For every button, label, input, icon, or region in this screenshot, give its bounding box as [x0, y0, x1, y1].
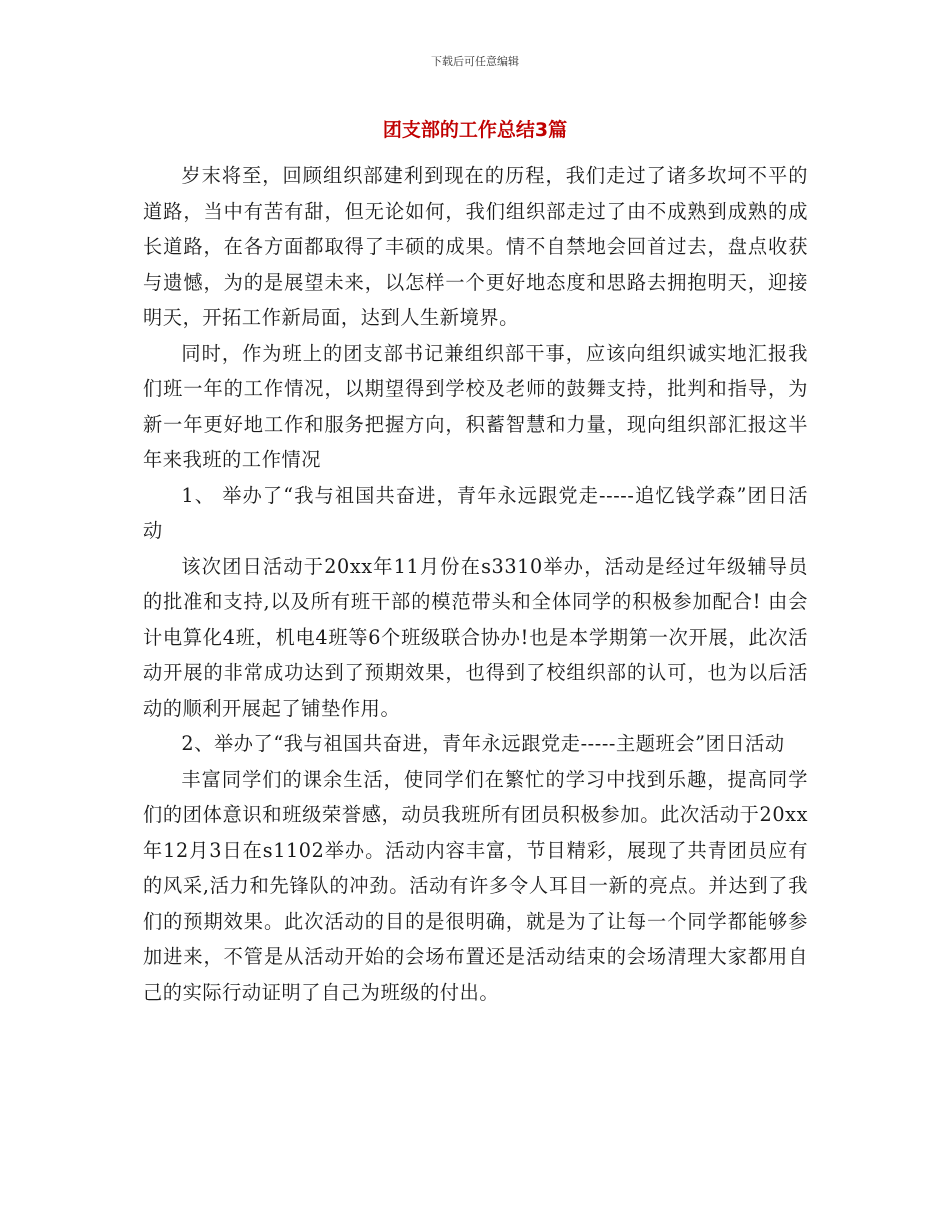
paragraph-item-2-heading: 2、举办了“我与祖国共奋进，青年永远跟党走-----主题班会”团日活动	[181, 732, 785, 755]
document-title: 团支部的工作总结3篇	[382, 119, 568, 141]
paragraph-item-1-detail: 该次团日活动于20xx年11月份在s3310举办，活动是经过年级辅导员的批准和支持,以及所有班干部的模范带头和全体同学的积极参加配合! 由会计电算化4班，机电4班等6个班级联合协办!也是本学期第一次开展，此次活动开展的非常成功达到了预期效果，也得到了校组织部的认可，也为以后活动的顺利开展起了铺垫作用。	[143, 554, 808, 720]
paragraph-item-2-detail: 丰富同学们的课余生活，使同学们在繁忙的学习中找到乐趣，提高同学们的团体意识和班级荣誉感，动员我班所有团员积极参加。此次活动于20xx年12月3日在s1102举办。活动内容丰富，节目精彩，展现了共青团员应有的风采,活力和先锋队的冲劲。活动有许多令人耳目一新的亮点。并达到了我们的预期效果。此次活动的目的是很明确，就是为了让每一个同学都能够参加进来，不管是从活动开始的会场布置还是活动结束的会场清理大家都用自己的实际行动证明了自己为班级的付出。	[143, 767, 808, 1004]
header-note: 下载后可任意编辑	[431, 55, 519, 68]
paragraph-item-1-heading: 1、 举办了“我与祖国共奋进，青年永远跟党走-----追忆钱学森”团日活动	[143, 483, 808, 542]
paragraph-report: 同时，作为班上的团支部书记兼组织部干事，应该向组织诚实地汇报我们班一年的工作情况，以期望得到学校及老师的鼓舞支持，批判和指导，为新一年更好地工作和服务把握方向，积蓄智慧和力量，现向组织部汇报这半年来我班的工作情况	[143, 341, 808, 471]
paragraph-intro: 岁末将至，回顾组织部建利到现在的历程，我们走过了诸多坎坷不平的道路，当中有苦有甜，但无论如何，我们组织部走过了由不成熟到成熟的成长道路，在各方面都取得了丰硕的成果。情不自禁地会回首过去，盘点收获与遗憾，为的是展望未来，以怎样一个更好地态度和思路去拥抱明天，迎接明天，开拓工作新局面，达到人生新境界。	[143, 164, 808, 329]
document-body	[143, 158, 808, 1010]
